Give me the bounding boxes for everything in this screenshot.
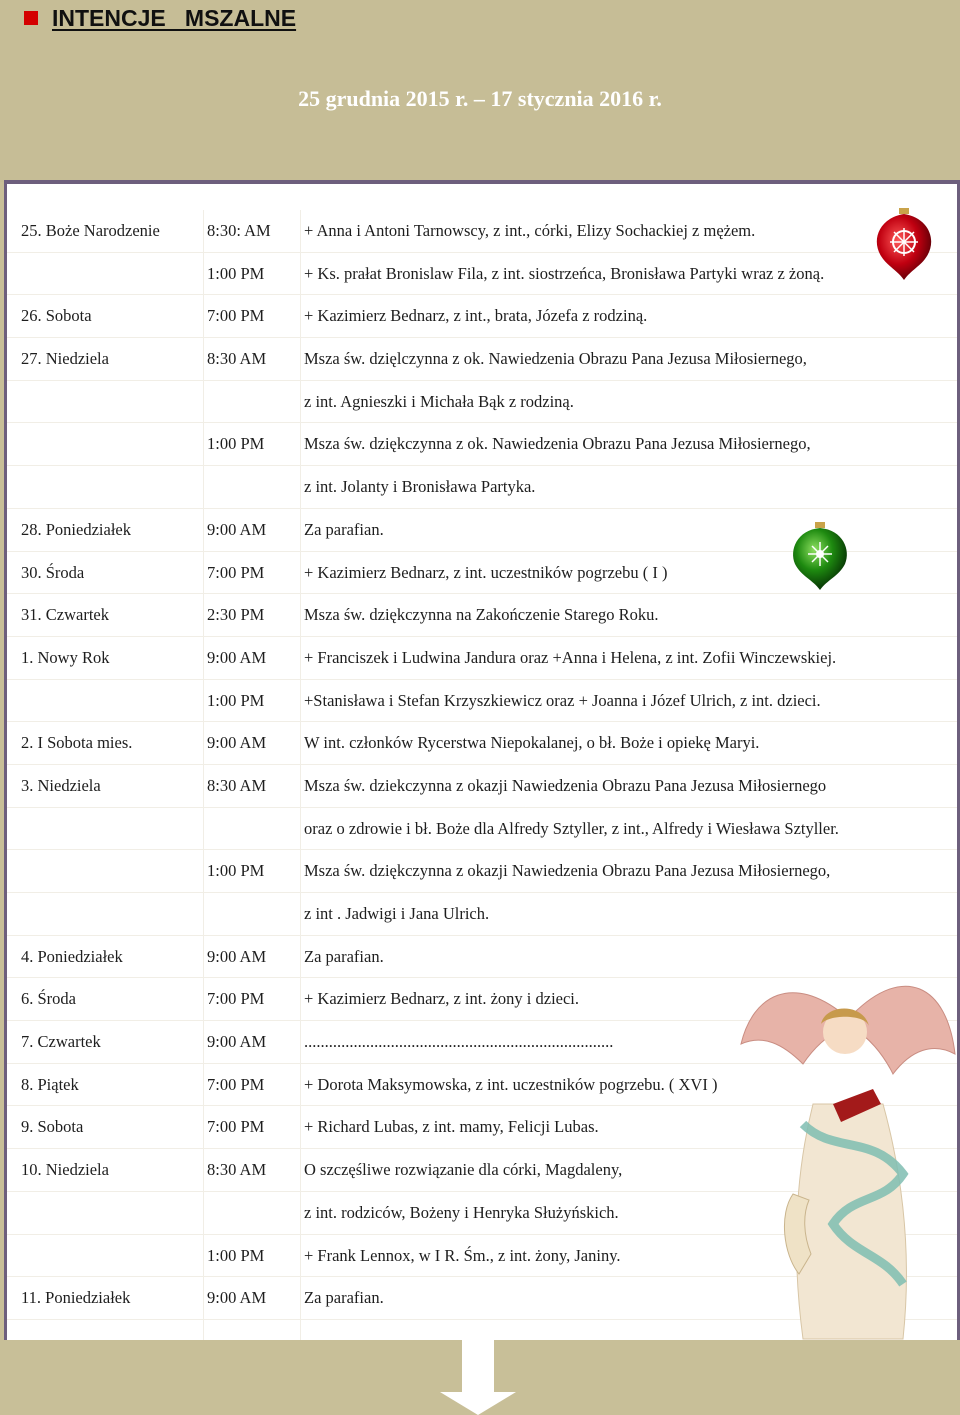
intention-row	[7, 893, 957, 936]
time-cell: 2:30 PM	[207, 605, 265, 625]
intention-row	[7, 423, 957, 466]
intention-row	[7, 765, 957, 808]
day-cell: 25. Boże Narodzenie	[21, 221, 160, 240]
green-bauble-ornament-icon	[785, 520, 855, 592]
time-cell: 9:00 AM	[207, 647, 267, 667]
day-cell: 8. Piątek	[21, 1074, 79, 1094]
day-cell: 10. Niedziela	[21, 1160, 109, 1180]
intention-text: O szczęśliwe rozwiązanie dla córki, Magdaleny,	[304, 1160, 623, 1180]
day-cell: 1. Nowy Rok	[21, 647, 110, 667]
intention-text: + Kazimierz Bednarz, z int., brata, Józefa z rodziną.	[304, 306, 648, 326]
time-cell: 1:00 PM	[207, 861, 265, 881]
red-bauble-ornament-icon	[869, 206, 939, 284]
intention-text: Msza św. dziekczynna z okazji Nawiedzenia Obrazu Pana Jezusa Miłosiernego	[304, 775, 827, 795]
time-cell: 9:00 AM	[207, 1032, 267, 1052]
intention-text: z int. Agnieszki i Michała Bąk z rodziną.	[304, 391, 574, 411]
intention-text: z int. rodziców, Bożeny i Henryka Służyńskich.	[304, 1202, 619, 1222]
day-cell: 2. I Sobota mies.	[21, 733, 133, 753]
intention-text: z int. Jolanty i Bronisława Partyka.	[304, 477, 536, 497]
intention-row	[7, 594, 957, 637]
time-cell: 9:00 AM	[207, 519, 267, 539]
time-cell: 1:00 PM	[207, 263, 265, 283]
intention-row	[7, 637, 957, 680]
time-cell: 8:30 AM	[207, 349, 267, 369]
intention-row	[7, 253, 957, 296]
time-cell: 7:00 PM	[207, 1117, 265, 1137]
intention-text: +Stanisława i Stefan Krzyszkiewicz oraz + Joanna i Józef Ulrich, z int. dzieci.	[304, 690, 821, 710]
time-cell: 7:00 PM	[207, 306, 265, 326]
intentions-panel	[4, 180, 960, 1340]
day-cell: 28. Poniedziałek	[21, 519, 131, 539]
day-cell: 9. Sobota	[21, 1117, 84, 1137]
intention-text: oraz o zdrowie i bł. Boże dla Alfredy Sztyller, z int., Alfredy i Wiesława Sztyller.	[304, 818, 839, 838]
intention-text: + Richard Lubas, z int. mamy, Felicji Lubas.	[304, 1117, 599, 1137]
intention-text: Za parafian.	[304, 519, 384, 539]
day-cell: 27. Niedziela	[21, 349, 109, 369]
day-cell: 4. Poniedziałek	[21, 946, 123, 966]
down-arrow-icon	[440, 1340, 516, 1415]
footer-band	[0, 1340, 960, 1415]
angel-illustration-icon	[733, 954, 959, 1344]
intention-text: W int. członków Rycerstwa Niepokalanej, o bł. Boże i opiekę Maryi.	[304, 733, 760, 753]
time-cell: 1:00 PM	[207, 1245, 265, 1265]
intention-text: Msza św. dziękczynna z ok. Nawiedzenia Obrazu Pana Jezusa Miłosiernego,	[304, 434, 811, 454]
day-cell: 26. Sobota	[21, 306, 92, 326]
day-cell: 3. Niedziela	[21, 775, 101, 795]
intention-text: Za parafian.	[304, 1288, 384, 1308]
time-cell: 1:00 PM	[207, 690, 265, 710]
intention-text: + Ks. prałat Bronislaw Fila, z int. siostrzeńca, Bronisława Partyki wraz z żoną.	[304, 263, 825, 283]
day-cell: 30. Środa	[21, 562, 85, 582]
day-cell: 7. Czwartek	[21, 1032, 101, 1052]
time-cell: 7:00 PM	[207, 562, 265, 582]
intention-row	[7, 722, 957, 765]
intention-text: z int . Jadwigi i Jana Ulrich.	[304, 904, 490, 923]
intention-text: + Frank Lennox, w I R. Śm., z int. żony, Janiny.	[304, 1245, 621, 1265]
time-cell: 7:00 PM	[207, 1074, 265, 1094]
intention-row	[7, 338, 957, 381]
time-cell: 7:00 PM	[207, 989, 265, 1009]
time-cell: 8:30: AM	[207, 221, 271, 240]
time-cell: 1:00 PM	[207, 434, 265, 454]
intention-text: Za parafian.	[304, 946, 384, 966]
day-cell: 6. Środa	[21, 989, 76, 1009]
time-cell: 8:30 AM	[207, 775, 267, 795]
intention-text: + Kazimierz Bednarz, z int. żony i dzieci.	[304, 989, 580, 1009]
intention-text: + Dorota Maksymowska, z int. uczestników pogrzebu. ( XVI )	[304, 1074, 718, 1094]
time-cell: 9:00 AM	[207, 946, 267, 966]
intention-row	[7, 381, 957, 424]
page-title: INTENCJE MSZALNE	[52, 4, 297, 31]
date-range-subtitle: 25 grudnia 2015 r. – 17 stycznia 2016 r.	[298, 86, 662, 111]
bullet-square-icon	[24, 11, 38, 25]
intention-text: + Franciszek i Ludwina Jandura oraz +Anna i Helena, z int. Zofii Winczewskiej.	[304, 647, 837, 667]
intention-row	[7, 466, 957, 509]
intention-text: ...........................................................................	[304, 1032, 614, 1052]
day-cell: 11. Poniedziałek	[21, 1288, 131, 1308]
intention-row	[7, 295, 957, 338]
day-cell: 31. Czwartek	[21, 605, 109, 625]
intention-text: Msza św. dzięlczynna z ok. Nawiedzenia Obrazu Pana Jezusa Miłosiernego,	[304, 349, 807, 369]
intention-row	[7, 850, 957, 893]
intention-row	[7, 210, 957, 253]
title-row	[24, 2, 296, 34]
intention-row	[7, 680, 957, 723]
time-cell: 8:30 AM	[207, 1160, 267, 1180]
time-cell: 9:00 AM	[207, 1288, 267, 1308]
intention-text: Msza św. dziękczynna z okazji Nawiedzenia Obrazu Pana Jezusa Miłosiernego,	[304, 861, 831, 881]
intention-row	[7, 808, 957, 851]
intention-text: + Anna i Antoni Tarnowscy, z int., córki, Elizy Sochackiej z mężem.	[304, 221, 756, 240]
time-cell: 9:00 AM	[207, 733, 267, 753]
intention-text: + Kazimierz Bednarz, z int. uczestników pogrzebu ( I )	[304, 562, 668, 582]
intention-text: Msza św. dziękczynna na Zakończenie Starego Roku.	[304, 605, 659, 625]
